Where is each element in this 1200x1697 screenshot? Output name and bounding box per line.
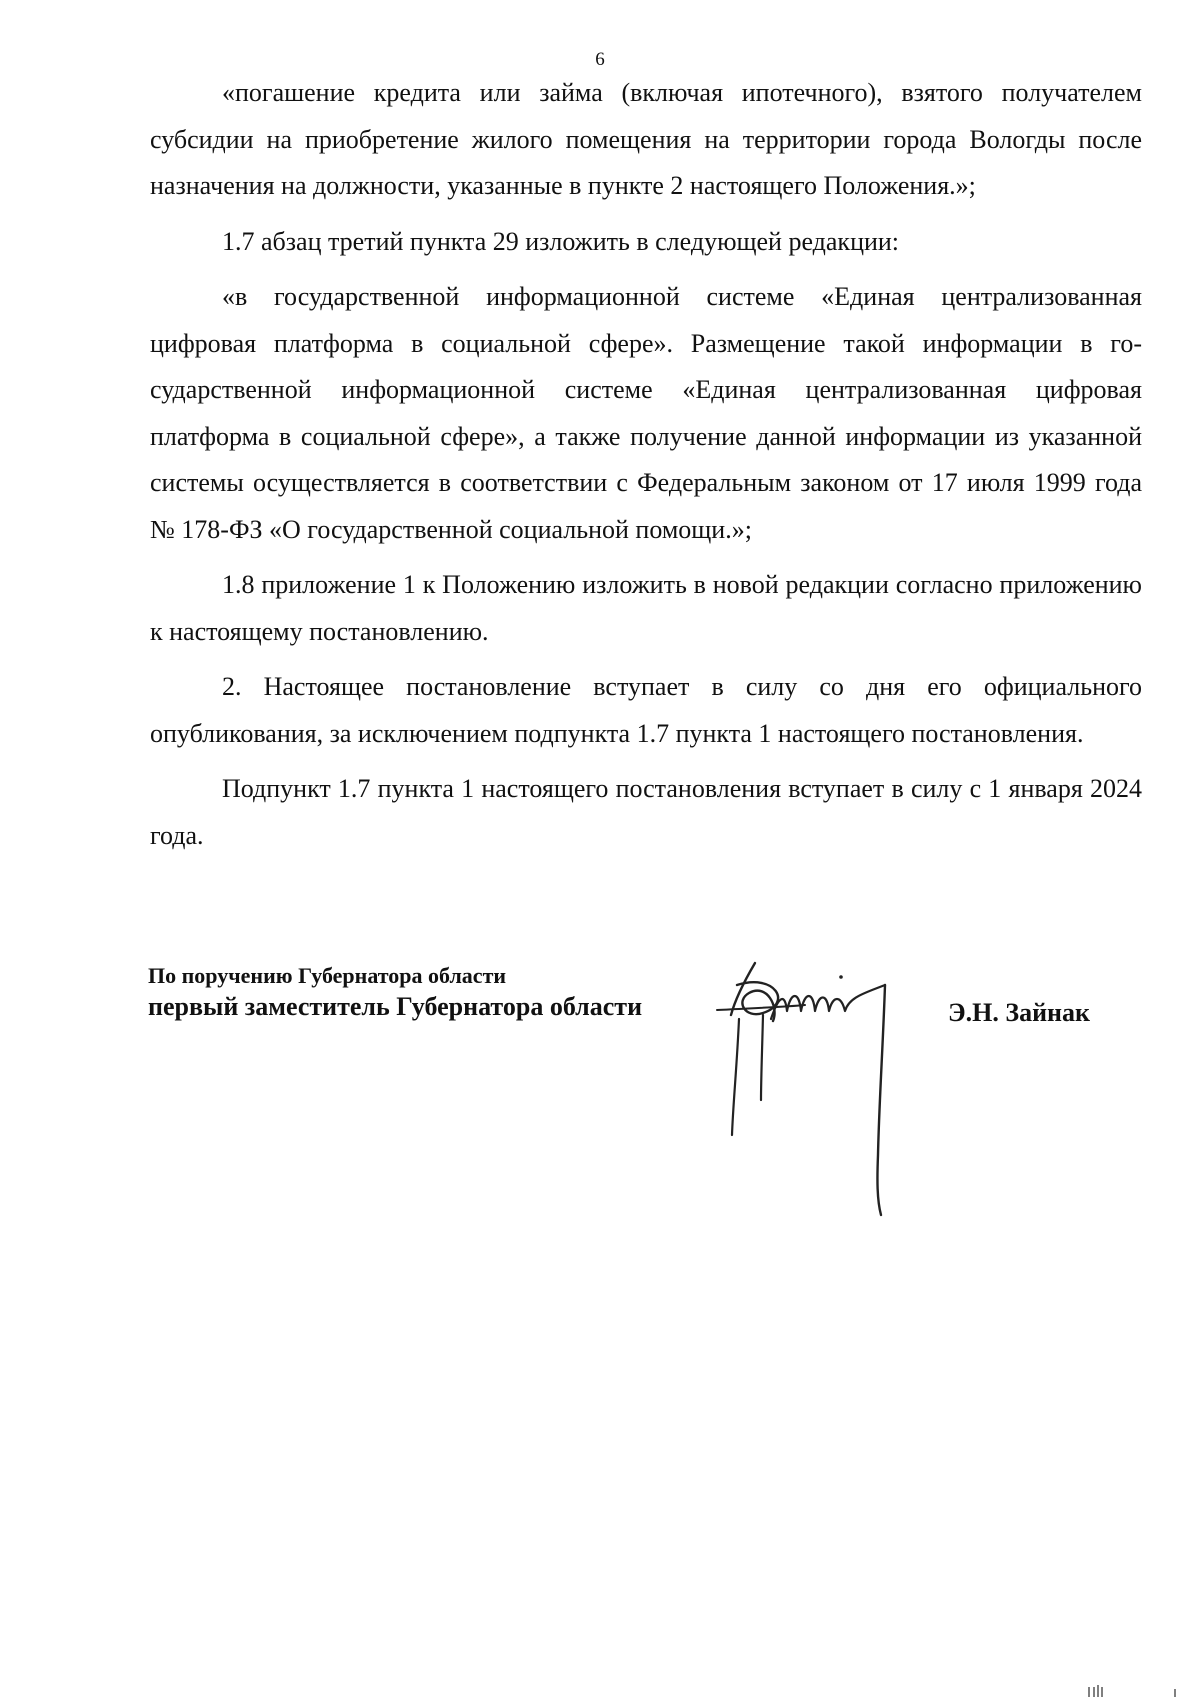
paragraph-quote-information-system: «в государственной информационной системе «Единая централизованная цифровая платформа в социальной сфере». Размещение такой информации в государственной информационной системе «Единая централизованная цифровая платформа в социальной сфере», а также получение данной информации из указанной системы осуществляется в соответствии с Федеральным законом от 17 июля 1999 года № 178-ФЗ «О государственной социальной помощи.»; bbox=[150, 282, 1142, 544]
signatory-name: Э.Н. Зайнак bbox=[948, 998, 1091, 1027]
paragraph-item-1-7: 1.7 абзац третий пункта 29 изложить в следующей редакции: bbox=[222, 226, 900, 256]
paragraph-effective-date: Подпункт 1.7 пункта 1 настоящего постановления вступает в силу с 1 января 2024 года. bbox=[150, 774, 1142, 850]
handwritten-signature bbox=[715, 955, 915, 1225]
paragraph-quote-repayment: «погашение кредита или займа (включая ипотечного), взятого получателем субсидии на приобретение жилого помещения на территории города Вологды после назначения на должности, указанные в пункте 2 настоящего Положения.»; bbox=[150, 78, 1142, 200]
document-body bbox=[150, 70, 1142, 868]
page-number: 6 bbox=[595, 49, 605, 70]
signatory-position: первый заместитель Губернатора области bbox=[148, 992, 643, 1021]
signatory-title-block bbox=[148, 962, 642, 1024]
signatory-authority: По поручению Губернатора области bbox=[148, 963, 507, 988]
paragraph-item-2: 2. Настоящее постановление вступает в силу со дня его официального опубликования, за исключением подпункта 1.7 пункта 1 настоящего постановления. bbox=[150, 672, 1142, 748]
paragraph-item-1-8: 1.8 приложение 1 к Положению изложить в новой редакции согласно приложению к настоящему постановлению. bbox=[150, 570, 1142, 646]
scan-edge-marks bbox=[1085, 1683, 1185, 1697]
